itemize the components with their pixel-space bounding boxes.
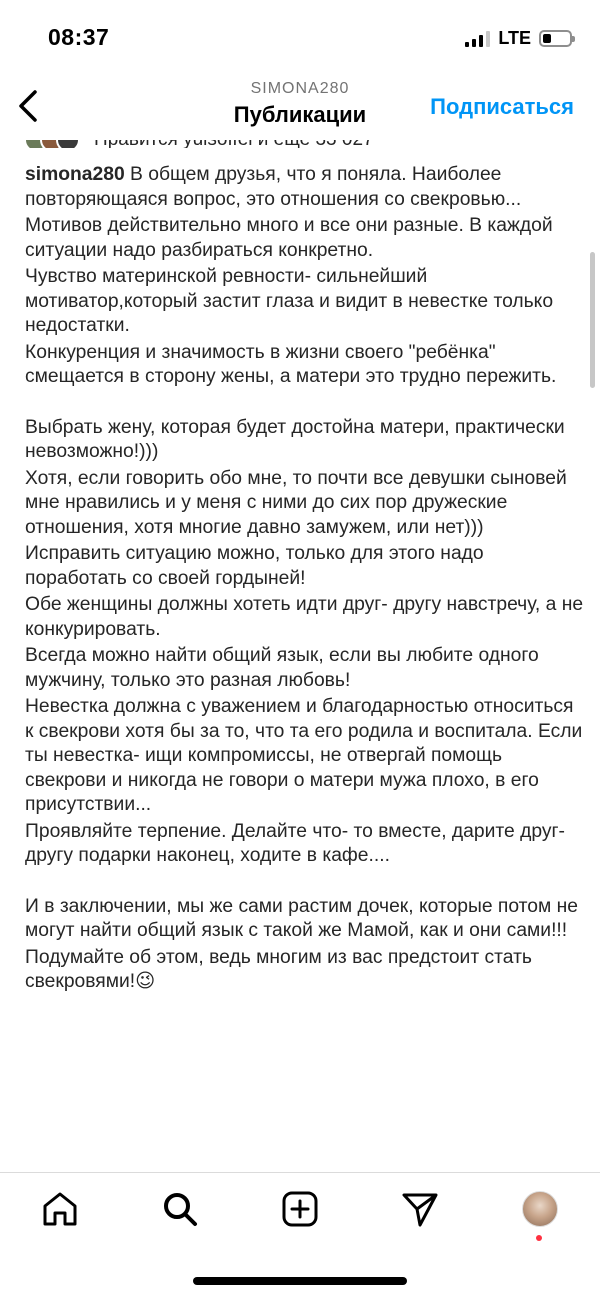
- caption-first-line: [25, 163, 585, 212]
- caption-paragraphs: [25, 214, 585, 995]
- caption-paragraph: Обе женщины должны хотеть идти друг- другу навстречу, а не конкурировать.: [25, 594, 584, 640]
- caption-paragraph: Конкуренция и значимость в жизни своего "ребёнка" смещается в сторону жены, а матери это трудно пережить.: [25, 341, 557, 387]
- search-icon: [161, 1190, 199, 1228]
- page-title: Публикации: [233, 102, 367, 127]
- tab-search[interactable]: [160, 1189, 200, 1229]
- tab-profile[interactable]: [520, 1189, 560, 1229]
- direct-icon: [401, 1190, 439, 1228]
- profile-avatar: [522, 1191, 558, 1227]
- caption-intro: В общем друзья, что я поняла. Наиболее повторяющаяся вопрос, это отношения со свекровью...: [25, 164, 522, 210]
- signal-icon: [465, 31, 490, 47]
- tab-create[interactable]: [280, 1189, 320, 1229]
- create-icon: [281, 1190, 319, 1228]
- battery-icon: [539, 30, 572, 47]
- home-icon: [41, 1190, 79, 1228]
- caption-paragraph: Всегда можно найти общий язык, если вы любите одного мужчину, только это разная любовь!: [25, 645, 539, 691]
- battery-level: [543, 34, 551, 43]
- caption-paragraph: И в заключении, мы же сами растим дочек, которые потом не могут найти общий язык с такой же Мамой, как и они сами!!!: [25, 895, 578, 941]
- tab-bar: [0, 1172, 600, 1256]
- scrollbar[interactable]: [590, 252, 595, 388]
- status-indicators: [465, 28, 572, 49]
- post-username[interactable]: simona280: [25, 164, 125, 185]
- caption-paragraph: Хотя, если говорить обо мне, то почти все девушки сыновей мне нравились и у меня с ними до сих пор дружеские отношения, хотя многие давно замужем, или нет))): [25, 467, 567, 538]
- caption-paragraph: Мотивов действительно много и все они разные. В каждой ситуации надо разбираться конкретно.: [25, 215, 553, 261]
- caption-paragraph: Выбрать жену, которая будет достойна матери, практически невозможно!))): [25, 416, 565, 462]
- caption-paragraph: Чувство материнской ревности- сильнейший мотиватор,который застит глаза и видит в невестке только недостатки.: [25, 266, 554, 336]
- profile-username: SIMONA280: [250, 80, 350, 97]
- tab-home[interactable]: [40, 1189, 80, 1229]
- caption-paragraph: Проявляйте терпение. Делайте что- то вместе, дарите друг- другу подарки наконец, ходите в кафе....: [25, 820, 565, 866]
- caption-paragraph: Подумайте об этом, ведь многим из вас предстоит стать свекровями!😉: [25, 946, 532, 992]
- battery-tip: [572, 36, 575, 42]
- post-caption: [25, 163, 585, 997]
- nav-header: [0, 78, 600, 140]
- status-bar: [0, 0, 600, 78]
- caption-spacer: [25, 871, 585, 895]
- caption-spacer: [25, 392, 585, 416]
- home-indicator[interactable]: [193, 1277, 407, 1285]
- subscribe-button[interactable]: Подписаться: [430, 94, 574, 119]
- status-time: 08:37: [48, 24, 110, 50]
- notification-dot: [536, 1235, 542, 1241]
- tab-direct[interactable]: [400, 1189, 440, 1229]
- caption-paragraph: Исправить ситуацию можно, только для этого надо поработать со своей гордыней!: [25, 543, 484, 589]
- caption-paragraph: Невестка должна с уважением и благодарностью относиться к свекрови хотя бы за то, что та его родила и воспитала. Если ты невестка- ищи компромиссы, не отвергай помощь свекрови и никогда не говори о матери мужа плохо, в его присутствии...: [25, 696, 583, 815]
- network-type: LTE: [498, 28, 531, 48]
